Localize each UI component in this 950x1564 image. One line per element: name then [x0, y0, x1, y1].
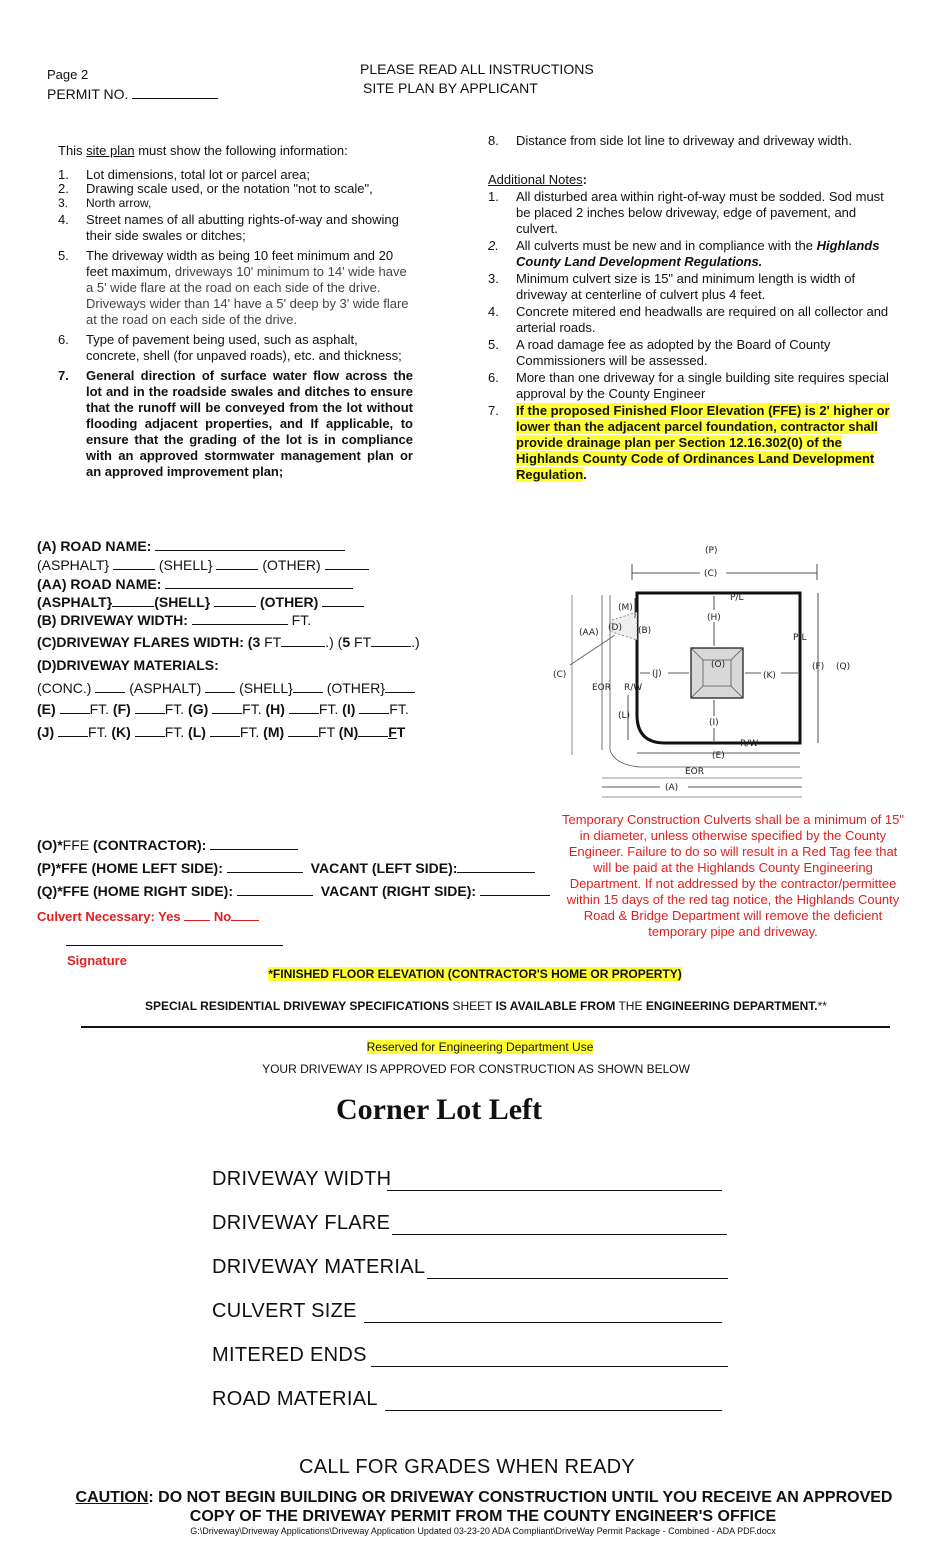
- flares-3ft-field[interactable]: [281, 634, 325, 647]
- field-label: CULVERT SIZE: [212, 1300, 357, 1322]
- shell-label: (SHELL}: [158, 557, 213, 573]
- item-number: 1.: [488, 189, 499, 204]
- section-divider: [81, 1026, 890, 1028]
- culvert-no-field[interactable]: [231, 910, 259, 921]
- driveway-materials-label: (D)DRIVEWAY MATERIALS:: [37, 657, 219, 673]
- flares-5ft-field[interactable]: [371, 634, 411, 647]
- item-number: 2.: [58, 181, 69, 196]
- label-aa: (AA): [579, 628, 599, 638]
- item-number: 6.: [58, 332, 69, 347]
- instructions-heading: PLEASE READ ALL INSTRUCTIONS: [360, 61, 594, 77]
- item-text: Distance from side lot line to driveway and driveway width.: [516, 133, 852, 148]
- other-label: (OTHER): [259, 594, 319, 610]
- field-label: DRIVEWAY FLARE: [212, 1212, 391, 1234]
- spec-c: IS AVAILABLE FROM: [495, 999, 616, 1013]
- label-i: (I): [709, 718, 719, 728]
- flares-end: .): [411, 634, 420, 650]
- ft-unit: FT.: [291, 612, 312, 628]
- caution-text: : DO NOT BEGIN BUILDING OR DRIVEWAY CONSTRUCTION UNTIL YOU RECEIVE AN APPROVED: [148, 1489, 893, 1506]
- item-text: Drawing scale used, or the notation "not to scale",: [86, 181, 373, 196]
- item-text-bold: Highlands County Land Development Regulations.: [516, 238, 880, 269]
- list-item: [488, 370, 900, 402]
- flares-label: (C)DRIVEWAY FLARES WIDTH: (3: [37, 634, 261, 650]
- dim-g-field[interactable]: [212, 701, 242, 714]
- signature-line[interactable]: [66, 945, 283, 946]
- list-item: [488, 304, 900, 336]
- driveway-width-row: [37, 612, 311, 628]
- ffe-drainage-note: If the proposed Finished Floor Elevation (FFE) is 2' higher or lower than the adjacent parcel foundation, contractor shall provide drainage plan per Section 12.16.302(0) of the Highlands County Code of Ordinances Land Development Regulation: [516, 403, 890, 482]
- dimension-row-1: [37, 701, 409, 717]
- ft-unit: FT.: [239, 724, 260, 740]
- item-text: Street names of all abutting rights-of-way and showing their side swales or ditches;: [86, 212, 399, 243]
- ft-unit: FT.: [164, 701, 185, 717]
- label-pl-top: P/L: [730, 593, 744, 603]
- culvert-yes-field[interactable]: [184, 910, 210, 921]
- label-b: (B): [638, 626, 652, 636]
- item-number: 2.: [488, 238, 499, 253]
- ffe-o-contractor: (CONTRACTOR):: [89, 837, 207, 853]
- dim-i-field[interactable]: [359, 701, 389, 714]
- site-plan-requirements: [58, 168, 413, 482]
- road-type-a-row: [37, 557, 369, 573]
- road-name-a-field[interactable]: [155, 538, 345, 551]
- label-a: (A): [665, 783, 679, 793]
- driveway-flare-approval-line[interactable]: [392, 1234, 727, 1235]
- dim-n-field[interactable]: [358, 724, 388, 737]
- ffe-right-label: (Q)*FFE (HOME RIGHT SIDE):: [37, 883, 233, 899]
- ffe-left-label: (P)*FFE (HOME LEFT SIDE):: [37, 860, 223, 876]
- approved-text: YOUR DRIVEWAY IS APPROVED FOR CONSTRUCTION AS SHOWN BELOW: [262, 1062, 690, 1076]
- call-for-grades: CALL FOR GRADES WHEN READY: [298, 1456, 635, 1478]
- site-plan-intro: [58, 143, 418, 159]
- label-pl-right: P/L: [793, 633, 807, 643]
- intro-site-plan: site plan: [86, 143, 135, 158]
- item-number: 8.: [488, 133, 499, 148]
- culvert-size-approval: [212, 1300, 357, 1323]
- shell-label: (SHELL}: [154, 594, 211, 610]
- temporary-culvert-note: Temporary Construction Culverts shall be a minimum of 15" in diameter, unless otherwise specified by the County Engineer. Failure to do so will result in a Red Tag fee that will be paid at the Highlands County Engineering Department. If not addressed by the contractor/permittee within 15 days of the red tag notice, the Highlands County Road & Bridge Department will remove the deficient temporary pipe and driveway.: [561, 812, 905, 939]
- item-text: Minimum culvert size is 15" and minimum length is width of driveway at centerline of culvert plus 4 feet.: [516, 271, 856, 302]
- asphalt-field[interactable]: [113, 557, 155, 570]
- ft-unit: F: [388, 724, 397, 740]
- conc-label: (CONC.): [37, 680, 92, 696]
- ft-unit-t: T: [396, 724, 406, 740]
- conc-field[interactable]: [95, 680, 125, 693]
- item-8: [488, 133, 898, 151]
- ffe-note-wrap: [0, 967, 950, 981]
- reserved-wrap: [0, 1040, 950, 1054]
- list-item: [58, 196, 413, 210]
- ft-unit: FT.: [164, 724, 185, 740]
- label-q: (Q): [836, 662, 851, 672]
- list-item: [488, 403, 900, 483]
- ft-unit: FT.: [88, 724, 108, 740]
- ffe-contractor-field[interactable]: [210, 837, 298, 850]
- asphalt-label: (ASPHALT}: [37, 557, 110, 573]
- list-item: [58, 368, 413, 480]
- dim-m-label: (M): [263, 724, 285, 740]
- road-material-approval: [212, 1388, 378, 1411]
- list-item: [488, 133, 898, 149]
- field-label: DRIVEWAY WIDTH: [212, 1168, 392, 1190]
- road-type-aa-row: [37, 594, 364, 610]
- flares-ft3: FT: [260, 634, 282, 650]
- ffe-drainage-period: .: [583, 467, 587, 482]
- field-label: DRIVEWAY MATERIAL: [212, 1256, 426, 1278]
- ft-unit: FT.: [242, 701, 262, 717]
- vacant-right-field[interactable]: [480, 883, 550, 896]
- item-text: A road damage fee as adopted by the Board of County Commissioners will be assessed.: [516, 337, 831, 368]
- road-name-a-label: (A) ROAD NAME:: [37, 538, 152, 554]
- corner-lot-diagram: [540, 540, 870, 805]
- item-number: 3.: [58, 196, 69, 210]
- item-text: Concrete mitered end headwalls are required on all collector and arterial roads.: [516, 304, 889, 335]
- item-text: All disturbed area within right-of-way must be sodded. Sod must be placed 2 inches below driveway, edge of pavement, and culvert.: [516, 189, 884, 236]
- vacant-right-label: VACANT (RIGHT SIDE):: [320, 883, 477, 899]
- shell-field[interactable]: [214, 594, 256, 607]
- additional-notes: [488, 189, 900, 485]
- list-item: [488, 189, 900, 237]
- list-item: [58, 182, 413, 196]
- dim-l-field[interactable]: [210, 724, 240, 737]
- dim-e-field[interactable]: [60, 701, 90, 714]
- dim-l-label: (L): [188, 724, 206, 740]
- road-name-aa-label: (AA) ROAD NAME:: [37, 576, 162, 592]
- label-j: (J): [652, 669, 662, 679]
- intro-post: must show the following information:: [134, 143, 348, 158]
- signature-label: Signature: [67, 953, 127, 968]
- driveway-width-field[interactable]: [192, 612, 288, 625]
- item-number: 4.: [58, 212, 69, 227]
- dim-j-label: (J): [37, 724, 55, 740]
- spec-d: THE: [615, 999, 646, 1013]
- driveway-flare-approval: [212, 1212, 390, 1235]
- driveway-width-label: (B) DRIVEWAY WIDTH:: [37, 612, 188, 628]
- item-number: 7.: [58, 368, 69, 383]
- item-text-flare: driveways 10' minimum to 14' wide have a 5' wide flare at the road on each side of the drive. Driveways wider than 14' have a 5' deep by 3' wide flare at the road on each side of the drive.: [86, 264, 409, 327]
- mat-shell-label: (SHELL}: [239, 680, 293, 696]
- list-item: [58, 248, 413, 328]
- dim-f-field[interactable]: [135, 701, 165, 714]
- spec-a: SPECIAL RESIDENTIAL DRIVEWAY SPECIFICATIONS: [145, 999, 450, 1013]
- spec-e: ENGINEERING DEPARTMENT.: [645, 999, 818, 1013]
- item-number: 3.: [488, 271, 499, 286]
- notes-title-text: Additional Notes: [488, 172, 583, 187]
- additional-notes-title: [488, 172, 587, 188]
- culvert-yes-label: Culvert Necessary: Yes: [37, 909, 181, 924]
- asphalt-field[interactable]: [112, 594, 154, 607]
- mat-other-field[interactable]: [385, 680, 415, 693]
- label-e: (E): [712, 751, 725, 761]
- item-text: All culverts must be new and in compliance with the: [516, 238, 817, 253]
- dim-h-field[interactable]: [289, 701, 319, 714]
- caution-label: CAUTION: [75, 1489, 149, 1506]
- ffe-o-ffe: FFE: [62, 837, 90, 853]
- label-m: (M): [618, 603, 633, 613]
- label-d: (D): [608, 623, 622, 633]
- mat-asphalt-label: (ASPHALT): [129, 680, 202, 696]
- other-field[interactable]: [325, 557, 369, 570]
- page-title: Corner Lot Left: [335, 1093, 543, 1126]
- mitered-ends-approval-line[interactable]: [371, 1366, 728, 1367]
- intro-pre: This: [58, 143, 87, 158]
- ft-unit: FT.: [89, 701, 110, 717]
- asphalt-label: (ASPHALT}: [37, 594, 113, 610]
- item-text: Type of pavement being used, such as asphalt, concrete, shell (for unpaved roads), etc. and thickness;: [86, 332, 402, 363]
- driveway-width-approval-line[interactable]: [387, 1190, 722, 1191]
- site-plan-heading: SITE PLAN BY APPLICANT: [363, 80, 538, 96]
- page-number: Page 2: [47, 67, 89, 82]
- driveway-material-approval-line[interactable]: [427, 1278, 728, 1279]
- other-label: (OTHER): [262, 557, 321, 573]
- ffe-right-row: [37, 883, 550, 899]
- spec-sheet-line: [0, 999, 950, 1013]
- road-name-aa-row: [37, 576, 353, 592]
- dimension-row-2: [37, 724, 405, 740]
- other-field[interactable]: [322, 594, 364, 607]
- label-c-left: (C): [553, 670, 567, 680]
- label-l: (L): [618, 711, 631, 721]
- ffe-o-prefix: (O)*: [37, 837, 63, 853]
- flares-5: 5: [342, 634, 351, 650]
- ffe-note: *FINISHED FLOOR ELEVATION (CONTRACTOR'S HOME OR PROPERTY): [268, 967, 682, 981]
- item-text: Lot dimensions, total lot or parcel area;: [86, 167, 311, 182]
- item-text: More than one driveway for a single building site requires special approval by the County Engineer: [516, 370, 889, 401]
- flare-line: [570, 635, 615, 665]
- label-f: (F): [812, 662, 825, 672]
- flares-ft5: FT: [350, 634, 372, 650]
- caution-line-1: [0, 1488, 950, 1507]
- reserved-label: Reserved for Engineering Department Use: [366, 1040, 594, 1054]
- label-p: (P): [705, 546, 718, 556]
- dim-g-label: (G): [188, 701, 209, 717]
- item-number: 5.: [58, 248, 69, 263]
- culvert-size-approval-line[interactable]: [364, 1322, 722, 1323]
- dim-e-label: (E): [37, 701, 56, 717]
- dim-n-label: (N): [338, 724, 359, 740]
- flares-mid: .) (: [325, 634, 343, 650]
- label-k: (K): [763, 671, 776, 681]
- ffe-left-field[interactable]: [227, 860, 303, 873]
- vacant-left-field[interactable]: [457, 860, 535, 873]
- dim-k-label: (K): [111, 724, 131, 740]
- label-c: (C): [704, 569, 718, 579]
- road-material-approval-line[interactable]: [385, 1410, 722, 1411]
- vacant-left-label: VACANT (LEFT SIDE):: [310, 860, 458, 876]
- item-text: General direction of surface water flow across the lot and in the roadside swales and ditches to ensure that the runoff will be conveyed from the lot without flooding adjacent properties, and If applicable, to ensure that the grading of the lot is in compliance with an approved stormwater management plan or an approved improvement plan;: [86, 368, 413, 479]
- list-item: [488, 238, 900, 270]
- label-rw-v: R/W: [624, 683, 643, 693]
- dim-i-label: (I): [342, 701, 356, 717]
- driveway-materials-row: [37, 680, 415, 696]
- dim-j-field[interactable]: [58, 724, 88, 737]
- culvert-necessary-row: [37, 909, 259, 925]
- label-eor-v: EOR: [592, 683, 612, 693]
- shell-field[interactable]: [216, 557, 258, 570]
- permit-number-field[interactable]: [132, 86, 218, 99]
- ffe-right-field[interactable]: [237, 883, 313, 896]
- road-curve: [610, 750, 800, 767]
- label-o: (O): [711, 660, 726, 670]
- dim-f-label: (F): [112, 701, 131, 717]
- list-item: [488, 271, 900, 303]
- ffe-left-row: [37, 860, 535, 876]
- ft-unit: FT: [318, 724, 335, 740]
- culvert-no-label: No: [213, 909, 232, 924]
- caution-line-2: COPY OF THE DRIVEWAY PERMIT FROM THE COUNTY ENGINEER'S OFFICE: [189, 1508, 777, 1525]
- permit-label-text: PERMIT NO.: [47, 86, 129, 102]
- label-rw-h: R/W: [740, 739, 759, 749]
- list-item: [58, 168, 413, 182]
- ft-unit: FT.: [318, 701, 339, 717]
- driveway-material-approval: [212, 1256, 425, 1279]
- item-number: 5.: [488, 337, 499, 352]
- spec-f: **: [817, 999, 827, 1013]
- dim-k-field[interactable]: [135, 724, 165, 737]
- driveway-flares-row: [37, 634, 420, 650]
- permit-number-label: [47, 86, 218, 102]
- dim-m-field[interactable]: [288, 724, 318, 737]
- driveway-width-approval: [212, 1168, 391, 1191]
- road-name-aa-field[interactable]: [165, 576, 353, 589]
- mat-shell-field[interactable]: [293, 680, 323, 693]
- item-text: The driveway width as being 10 feet minimum and 20 feet maximum,: [86, 248, 394, 279]
- notes-colon: :: [582, 172, 588, 187]
- label-eor-h: EOR: [685, 767, 705, 777]
- spec-b: SHEET: [449, 999, 496, 1013]
- item-number: 1.: [58, 167, 69, 182]
- road-name-a-row: [37, 538, 345, 554]
- list-item: [58, 332, 413, 364]
- dim-h-label: (H): [265, 701, 285, 717]
- item-number: 7.: [488, 403, 499, 418]
- field-label: MITERED ENDS: [212, 1344, 367, 1366]
- item-text: North arrow,: [86, 196, 152, 210]
- mitered-ends-approval: [212, 1344, 367, 1367]
- ft-unit: FT.: [389, 701, 409, 717]
- ffe-contractor-row: [37, 837, 298, 853]
- list-item: [58, 212, 413, 244]
- mat-other-label: (OTHER}: [326, 680, 386, 696]
- item-number: 6.: [488, 370, 499, 385]
- item-number: 4.: [488, 304, 499, 319]
- mat-asphalt-field[interactable]: [205, 680, 235, 693]
- label-h: (H): [707, 613, 721, 623]
- footer-file-path: G:\Driveway\Driveway Applications\Driveway Application Updated 03-23-20 ADA Compliant\DriveWay Permit Package - Combined - ADA PDF.docx: [190, 1526, 776, 1536]
- list-item: [488, 337, 900, 369]
- field-label: ROAD MATERIAL: [212, 1388, 378, 1410]
